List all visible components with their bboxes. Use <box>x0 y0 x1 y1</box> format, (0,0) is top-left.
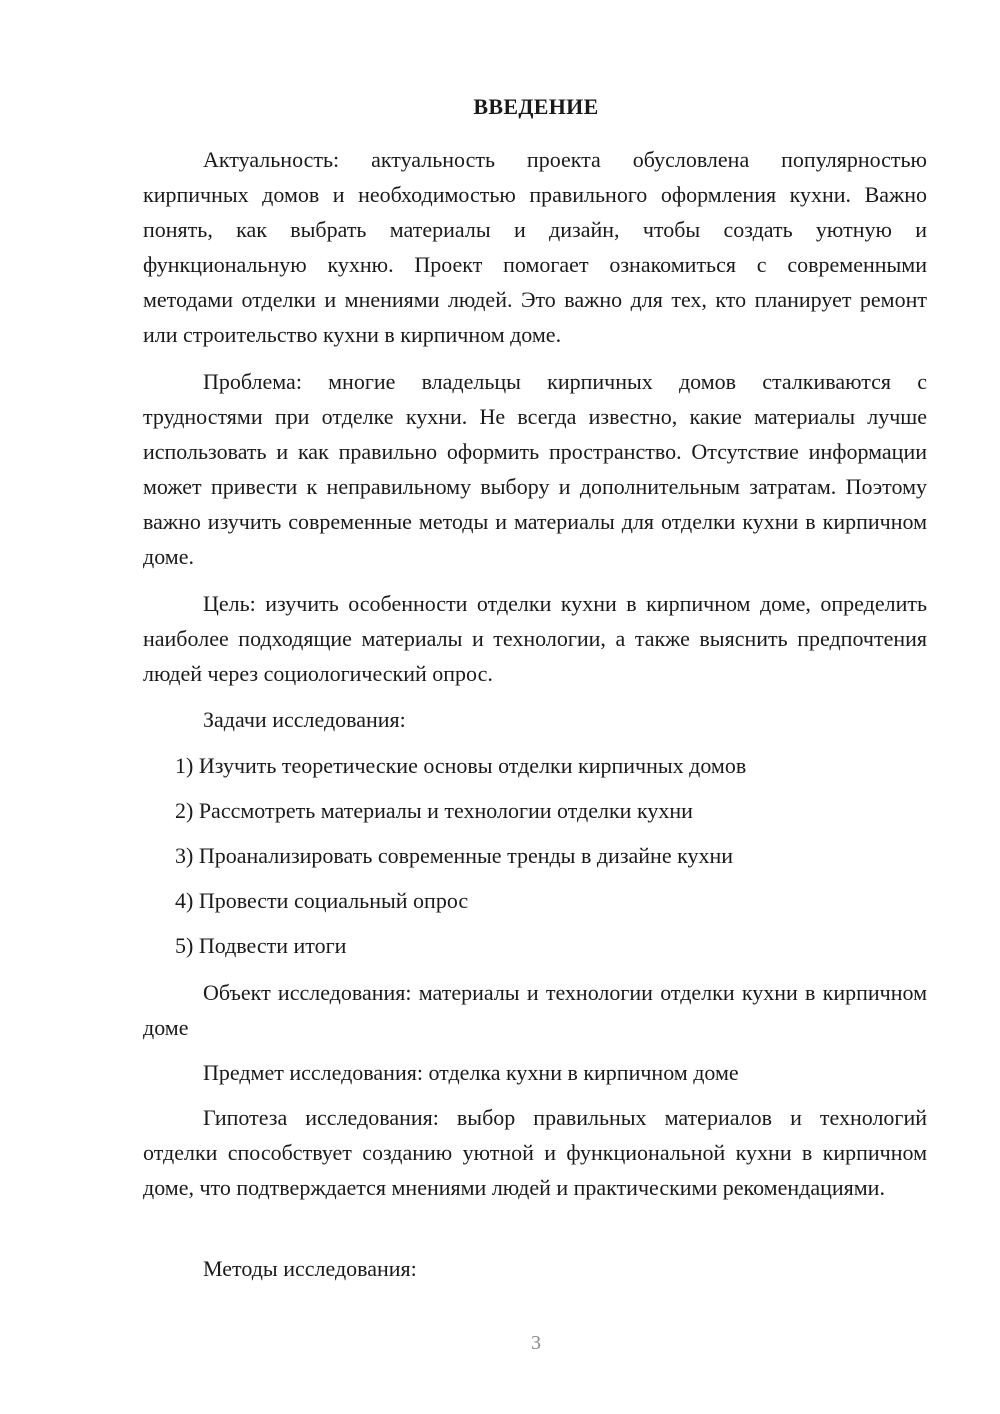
paragraph-subject: Предмет исследования: отделка кухни в кирпичном доме <box>203 1060 739 1085</box>
methods-heading: Методы исследования: <box>203 1256 417 1281</box>
task-item-4: 4) Провести социальный опрос <box>175 888 469 913</box>
paragraph-object: Объект исследования: материалы и технологии отделки кухни в кирпичном доме <box>143 980 927 1040</box>
paragraph-hypothesis: Гипотеза исследования: выбор правильных материалов и технологий отделки способствует созданию уютной и функциональной кухни в кирпичном доме, что подтверждается мнениями людей и практическими рекомендациями. <box>143 1105 927 1200</box>
page-number: 3 <box>531 1332 541 1354</box>
task-item-5: 5) Подвести итоги <box>175 933 347 958</box>
tasks-heading: Задачи исследования: <box>203 707 406 732</box>
task-item-3: 3) Проанализировать современные тренды в дизайне кухни <box>175 843 734 868</box>
paragraph-relevance: Актуальность: актуальность проекта обусловлена популярностью кирпичных домов и необходимостью правильного оформления кухни. Важно понять, как выбрать материалы и дизайн, чтобы создать уютную и функциональную кухню. Проект помогает ознакомиться с современными методами отделки и мнениями людей. Это важно для тех, кто планирует ремонт или строительство кухни в кирпичном доме. <box>143 147 927 347</box>
task-item-1: 1) Изучить теоретические основы отделки кирпичных домов <box>175 753 747 778</box>
task-item-2: 2) Рассмотреть материалы и технологии отделки кухни <box>175 798 693 823</box>
section-title: ВВЕДЕНИЕ <box>473 94 599 119</box>
paragraph-problem: Проблема: многие владельцы кирпичных домов сталкиваются с трудностями при отделке кухни. Не всегда известно, какие материалы лучше использовать и как правильно оформить пространство. Отсутствие информации может привести к неправильному выбору и дополнительным затратам. Поэтому важно изучить современные методы и материалы для отделки кухни в кирпичном доме. <box>143 369 927 569</box>
paragraph-goal: Цель: изучить особенности отделки кухни в кирпичном доме, определить наиболее подходящие материалы и технологии, а также выяснить предпочтения людей через социологический опрос. <box>143 591 927 686</box>
